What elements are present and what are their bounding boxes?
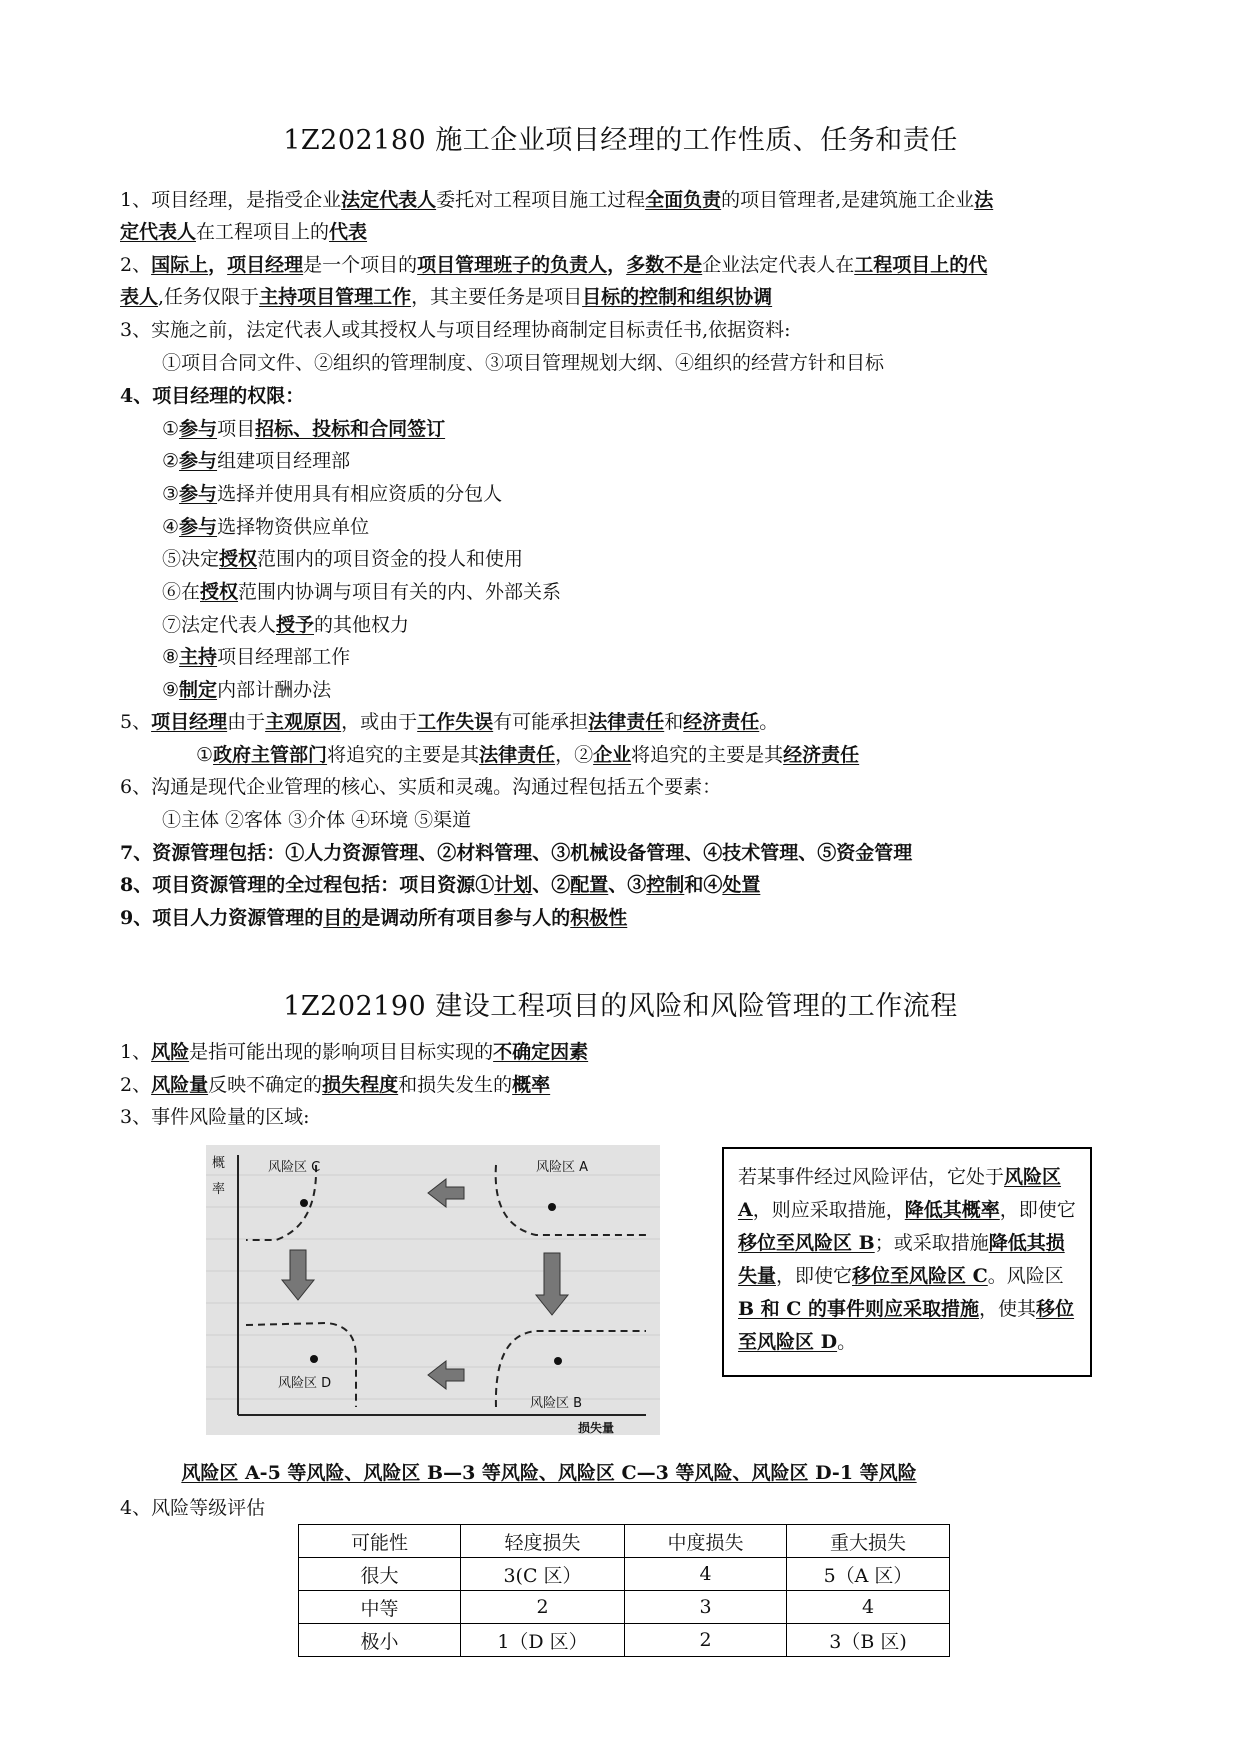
text: ⑤决定 (162, 548, 220, 570)
text: ，则应采取措施， (752, 1199, 905, 1221)
table-cell: 4 (625, 1558, 787, 1591)
text: 2、 (120, 254, 152, 276)
item1-line2 (120, 216, 367, 248)
text: 范围内的项目资金的投人和使用 (257, 548, 524, 570)
keyword: 企业 (593, 744, 632, 766)
text: ，即使它 (999, 1199, 1076, 1221)
keyword: 授权 (219, 548, 258, 570)
text: ，即使它 (776, 1265, 853, 1287)
text: 和损失发生的 (398, 1074, 513, 1096)
keyword: 移位至风险区 C (852, 1265, 988, 1287)
item6-line2: ①主体 ②客体 ③介体 ④环境 ⑤渠道 (162, 809, 472, 831)
text: 内部计酬办法 (217, 679, 332, 701)
item9 (120, 902, 627, 934)
table-cell: 4 (787, 1591, 950, 1624)
text: ， (208, 254, 228, 276)
text: 是指可能出现的影响项目目标实现的 (189, 1041, 494, 1063)
keyword: 降低其损失量 (738, 1232, 1065, 1287)
text: 项目 (217, 418, 256, 440)
item4-p5 (162, 543, 523, 575)
keyword: 参与 (179, 483, 218, 505)
s2-item4: 4、风险等级评估 (120, 1497, 266, 1519)
table-cell: 中等 (299, 1591, 461, 1624)
keyword: 全面负责 (645, 189, 722, 211)
keyword: 处置 (722, 874, 761, 896)
y-axis-label (212, 1155, 225, 1197)
region-b-label: 风险区 B (530, 1396, 583, 1411)
s2-item2 (120, 1069, 550, 1101)
keyword: 主持项目管理工作 (259, 286, 412, 308)
text: ，或由于 (341, 711, 418, 733)
keyword: 目标的控制和组织协调 (582, 286, 773, 308)
s2-item1 (120, 1036, 588, 1068)
point-d (310, 1355, 318, 1363)
text: ，② (555, 744, 594, 766)
keyword: 经济责任 (683, 711, 760, 733)
table-cell: 很大 (299, 1558, 461, 1591)
text: ,任务仅限于 (158, 286, 260, 308)
text: ④ (162, 516, 180, 538)
text: ⑥在 (162, 581, 201, 603)
text: 9、项目人力资源管理的 (120, 907, 324, 929)
text: 是一个项目的 (303, 254, 418, 276)
item7: 7、资源管理包括：①人力资源管理、②材料管理、③机械设备管理、④技术管理、⑤资金管理 (120, 842, 913, 864)
keyword: B 和 C 的事件则应采取措施 (738, 1298, 980, 1320)
table-cell: 5（A 区） (787, 1558, 950, 1591)
keyword: 法律责任 (479, 744, 556, 766)
keyword: 代表 (329, 221, 368, 243)
item4-p2 (162, 445, 350, 477)
item4-p7 (162, 609, 409, 641)
table-row (299, 1591, 950, 1624)
keyword: 参与 (179, 418, 218, 440)
table-cell: 3 (625, 1591, 787, 1624)
keyword: 主观原因 (265, 711, 342, 733)
keyword: 风险量 (151, 1074, 209, 1096)
text: 在工程项目上的 (196, 221, 330, 243)
keyword: 多数不是 (626, 254, 703, 276)
keyword: 参与 (179, 450, 218, 472)
keyword: 计划 (494, 874, 533, 896)
item5-line2 (196, 739, 859, 771)
item2-line2 (120, 281, 772, 313)
risk-level-table (298, 1524, 950, 1657)
text: 。 (837, 1331, 857, 1353)
keyword: 移位至风险区 B (738, 1232, 875, 1254)
keyword: 不确定因素 (493, 1041, 589, 1063)
table-cell: 极小 (299, 1624, 461, 1657)
keyword: 移位至风险区 D (738, 1298, 1075, 1353)
table-cell: 2 (461, 1591, 625, 1624)
y-axis-label-char2: 率 (212, 1182, 226, 1197)
text: ⑨ (162, 679, 180, 701)
table-cell: 3(C 区） (461, 1558, 625, 1591)
item1-line1 (120, 184, 993, 216)
keyword: 授权 (200, 581, 239, 603)
keyword: 招标、投标和合同签订 (255, 418, 446, 440)
item8 (120, 869, 760, 901)
text: 若某事件经过风险评估，它处于 (738, 1166, 1005, 1188)
y-axis-label-char1: 概 (212, 1156, 226, 1171)
text: ① (196, 744, 214, 766)
keyword: 经济责任 (783, 744, 860, 766)
keyword: 法律责任 (588, 711, 665, 733)
text: ⑧ (162, 646, 180, 668)
text: 项目经理部工作 (217, 646, 351, 668)
item4-p4 (162, 511, 369, 543)
text: 是调动所有项目参与人的 (361, 907, 571, 929)
text: 有可能承担 (493, 711, 589, 733)
keyword: 控制 (646, 874, 685, 896)
keyword: 政府主管部门 (213, 744, 328, 766)
text: 范围内协调与项目有关的内、外部关系 (238, 581, 562, 603)
keyword: 损失程度 (322, 1074, 399, 1096)
keyword: 项目经理 (227, 254, 304, 276)
arrow-a-to-c (428, 1179, 464, 1207)
table-header-cell: 中度损失 (625, 1525, 787, 1558)
item4-p3 (162, 478, 502, 510)
text: 8、项目资源管理的全过程包括：项目资源① (120, 874, 495, 896)
arrow-b-to-d (428, 1361, 464, 1389)
text: 1、 (120, 1041, 152, 1063)
arrow-a-to-b (536, 1253, 568, 1315)
risk-diagram-svg (206, 1145, 660, 1435)
text: 组建项目经理部 (217, 450, 351, 472)
point-c (300, 1199, 308, 1207)
keyword: 定代表人 (120, 221, 197, 243)
item4-p8 (162, 641, 350, 673)
table-header-cell: 可能性 (299, 1525, 461, 1558)
text: 的项目管理者,是建筑施工企业 (721, 189, 975, 211)
keyword: 风险 (151, 1041, 190, 1063)
text: 、③ (608, 874, 647, 896)
item5-line1 (120, 706, 778, 738)
text: 由于 (227, 711, 266, 733)
text: 和④ (684, 874, 723, 896)
text: ， (607, 254, 627, 276)
text: ③ (162, 483, 180, 505)
text: 委托对工程项目施工过程 (436, 189, 646, 211)
section2-title: 1Z202190 建设工程项目的风险和风险管理的工作流程 (283, 991, 958, 1022)
table-cell: 1（D 区） (461, 1624, 625, 1657)
item4-p1 (162, 413, 445, 445)
keyword: 参与 (179, 516, 218, 538)
table-cell: 3（B 区) (787, 1624, 950, 1657)
text: 1、项目经理，是指受企业 (120, 189, 342, 211)
table-cell: 2 (625, 1624, 787, 1657)
item4-head: 4、项目经理的权限： (120, 385, 305, 407)
keyword: 法定代表人 (341, 189, 437, 211)
s2-item3: 3、事件风险量的区域: (120, 1106, 310, 1128)
keyword: 风险区 A (738, 1166, 1062, 1221)
text: 将追究的主要是其 (631, 744, 784, 766)
keyword: 国际上 (151, 254, 209, 276)
section1-title: 1Z202180 施工企业项目经理的工作性质、任务和责任 (283, 125, 958, 156)
keyword: 降低其概率 (904, 1199, 1000, 1221)
text: 选择并使用具有相应资质的分包人 (217, 483, 503, 505)
item4-p9 (162, 674, 331, 706)
risk-region-diagram (206, 1145, 660, 1435)
item3-line2: ①项目合同文件、②组织的管理制度、③项目管理规划大纲、④组织的经营方针和目标 (162, 352, 885, 374)
text: 企业法定代表人在 (702, 254, 855, 276)
text: ② (162, 450, 180, 472)
boundary-d (246, 1323, 356, 1407)
region-a-label: 风险区 A (536, 1160, 589, 1175)
table-row (299, 1558, 950, 1591)
text: 2、 (120, 1074, 152, 1096)
keyword: 目的 (323, 907, 362, 929)
keyword: 授予 (276, 614, 315, 636)
text: ⑦法定代表人 (162, 614, 277, 636)
text: 选择物资供应单位 (217, 516, 370, 538)
item2-line1 (120, 249, 987, 281)
keyword: 概率 (512, 1074, 551, 1096)
keyword: 制定 (179, 679, 218, 701)
arrow-c-to-d (282, 1250, 314, 1300)
keyword: 工作失误 (417, 711, 494, 733)
keyword: 积极性 (570, 907, 628, 929)
keyword: 项目经理 (151, 711, 228, 733)
keyword: 项目管理班子的负责人 (417, 254, 608, 276)
text: ① (162, 418, 180, 440)
text: 和 (664, 711, 684, 733)
text: ；或采取措施 (874, 1232, 989, 1254)
risk-level-caption: 风险区 A-5 等风险、风险区 B—3 等风险、风险区 C—3 等风险、风险区 D-1 等风险 (181, 1462, 917, 1484)
item6-line1: 6、沟通是现代企业管理的核心、实质和灵魂。沟通过程包括五个要素： (120, 776, 722, 798)
keyword: 主持 (179, 646, 218, 668)
text: ，其主要任务是项目 (411, 286, 583, 308)
x-axis-label: 损失量 (578, 1421, 615, 1435)
text: 将追究的主要是其 (327, 744, 480, 766)
keyword: 配置 (570, 874, 609, 896)
text: 5、 (120, 711, 152, 733)
text: ，使其 (979, 1298, 1037, 1320)
item3-line1: 3、实施之前，法定代表人或其授权人与项目经理协商制定目标责任书,依据资料: (120, 319, 791, 341)
keyword: 法 (974, 189, 994, 211)
text: 、② (532, 874, 571, 896)
text: 反映不确定的 (208, 1074, 323, 1096)
risk-note-box (722, 1147, 1092, 1377)
text: 的其他权力 (314, 614, 410, 636)
region-c-label: 风险区 C (268, 1160, 321, 1175)
point-b (554, 1357, 562, 1365)
table-header-cell: 重大损失 (787, 1525, 950, 1558)
table-row (299, 1624, 950, 1657)
text: 。风险区 (987, 1265, 1064, 1287)
region-d-label: 风险区 D (278, 1376, 332, 1391)
keyword: 表人 (120, 286, 159, 308)
table-header-row (299, 1525, 950, 1558)
text: 。 (759, 711, 779, 733)
item4-p6 (162, 576, 561, 608)
table-header-cell: 轻度损失 (461, 1525, 625, 1558)
keyword: 工程项目上的代 (854, 254, 988, 276)
point-a (548, 1203, 556, 1211)
